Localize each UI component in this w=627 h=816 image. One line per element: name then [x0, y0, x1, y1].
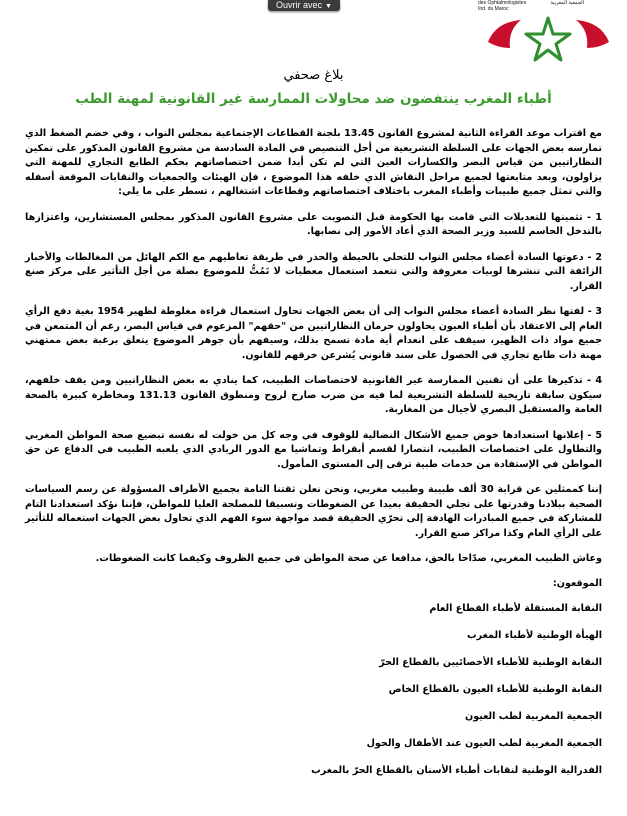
document-heading: بلاغ صحفي	[283, 68, 344, 83]
signer-item: النقابة المستقلة لأطباء القطاع العام	[429, 602, 602, 614]
closing-paragraph: إننا كممثلين عن قرابة 30 ألف طبيبة وطبيب مغربي، ونحن نعلن ثقتنا التامة بجميع الأطراف المسؤولة عن رسم السياسات الصحية ببلادنا وقدرتها على تجلي الحقيقة بعيدا عن الضغوطات وتسبيقا للمصلحة العليا للمواطن، فإننا نؤكد استعدادنا التام للمشاركة في جميع المبادرات الهادفة إلى تحرّي الحقيقة قصد مواجهة سوء الفهم الذي تحاول بعض الجهات استعماله للتأثير على الرأي العام وكذا مراكز صنع القرار.	[25, 484, 602, 539]
document-title: أطباء المغرب ينتفضون ضد محاولات الممارسة غير القانونية لمهنة الطب	[75, 91, 552, 107]
open-with-button[interactable]	[268, 0, 340, 11]
signers-title: الموقعون:	[552, 577, 602, 589]
signer-item: النقابة الوطنية للأطباء الأخصائيين بالقطاع الحرّ	[379, 656, 602, 668]
point-1: 1 - تثمينها للتعديلات التي قامت بها الحكومة قبل التصويت على مشروع القانون المذكور بمجلس المستشارين، واعتزازها بالتدخل الحاسم للسيد وزير الصحة الذي أعاد الأمور إلى نصابها.	[25, 211, 602, 237]
eye-star-emblem-icon	[486, 12, 611, 62]
chevron-down-icon: ▼	[325, 3, 332, 10]
point-4: 4 - تذكيرها على أن تقنين الممارسة غير القانونية لاختصاصات الطبيب، كما ينادي به بعض النظاراتيين ومن يقف خلفهم، سيكون سابقة تاريخية للسلطة التشريعية لما فيه من ضرب صارخ لروح ومنطوق القانون 131.13 ومخاطرة كبيرة بالصحة العامة والمستقبل البصري لأجيال من المغاربة.	[25, 375, 602, 415]
slogan: وعاش الطبيب المغربي، صدّاحا بالحق، مدافعا عن صحة المواطن في جميع الظروف وكيفما كانت الضغوطات.	[95, 553, 602, 564]
organization-logo	[478, 0, 618, 62]
signer-item: الفدرالية الوطنية لنقابات أطباء الأسنان بالقطاع الحرّ بالمغرب	[311, 764, 602, 776]
logo-text-left: des Ophtalmologistes Ind. du Maroc	[478, 0, 527, 12]
point-3: 3 - لفتها نظر السادة أعضاء مجلس النواب إلى أن بعض الجهات تحاول استعمال قراءة مغلوطة لظهير 1954 بغية دفع الرأي العام إلى الاعتقاد بأن أطباء العيون يحاولون حرمان النظاراتيين من "حقهم" المزعوم في قياس البصر، رغم أن المتمعن في جميع مواد ذات الظهير، سيقف على انعدام أية مادة تسمح بذلك، وسيفهم بأن جوهر الموضوع يتعلق برغبة بعض ممتهني مهنة ذات طابع تجاري في الحصول على سند قانوني يُشرعن خرقهم للقانون.	[25, 306, 602, 361]
signer-item: الهيأة الوطنية لأطباء المغرب	[467, 629, 602, 641]
signer-item: الجمعية المغربية لطب العيون	[465, 710, 602, 722]
press-release	[25, 64, 602, 792]
point-2: 2 - دعوتها السادة أعضاء مجلس النواب للتحلي بالحيطة والحذر في طريقة تعاطيهم مع الكم الهائل من المغالطات والأخبار الزائفة التي تنشرها لوبيات معروفة والتي تتعمد استعمال معطيات لا تَمُتُّ للموضوع بصلة من أجل التأثير على مركز صنع القرار.	[25, 251, 602, 292]
logo-text-right: الجمعية المغربية	[550, 0, 584, 6]
open-with-label: Ouvrir avec	[276, 0, 323, 10]
point-5: 5 - إعلانها استعدادها خوض جميع الأشكال النضالية للوقوف في وجه كل من خولت له نفسه تبضيع صحة المواطن المغربي والتطاول على اختصاصات الطبيب، انتصارا لقسم أبقراط وتماشيا مع الدور الريادي الذي يلعبه الطبيب في الدفاع عن حق المواطن في الإستفادة من خدمات طبية ترقى إلى المستوى المأمول.	[25, 429, 602, 470]
signer-item: الجمعية المغربية لطب العيون عند الأطفال والحول	[366, 737, 602, 749]
signer-item: النقابة الوطنية للأطباء العيون بالقطاع الخاص	[388, 683, 602, 695]
intro-paragraph: مع اقتراب موعد القراءة الثانية لمشروع القانون 13.45 بلجنة القطاعات الإجتماعية بمجلس النواب ، وفي خضم الضغط الذي تمارسه بعض الجهات على السلطة التشريعية من أجل التنصيص في المادة السادسة من مشروع القانون المذكور على تمكين النظاراتيين من قياس البصر والكسارات العين التي لم تكن أبدا ضمن اختصاصاتهم بحكم الطابع التجاري للمهنة التي يزاولون، وبعد متابعتها لجميع مراحل النقاش الذي خلفه هذا الموضوع ، فإن الهيئات والجمعيات والنقابات الموقعة أسفله والتي تمثل جميع طبيبات وأطباء المغرب باختلاف اختصاصاتهم وقطاعات اشتغالهم ، تسطر على ما يلي:	[25, 128, 602, 197]
